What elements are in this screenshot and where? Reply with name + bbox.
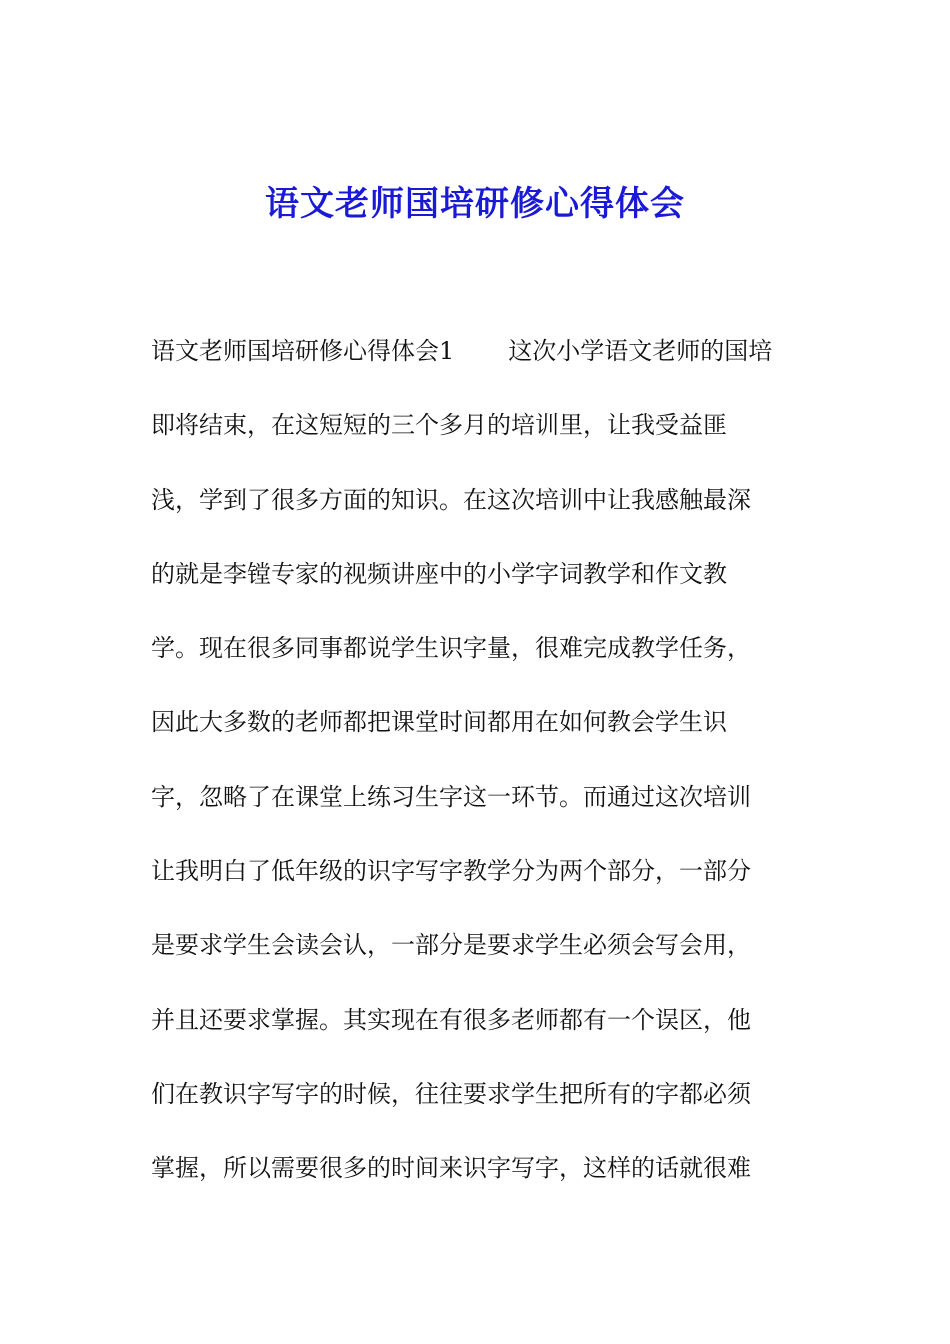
body-line-7: 字，忽略了在课堂上练习生字这一环节。而通过这次培训 bbox=[151, 782, 751, 811]
body-line-4: 的就是李镗专家的视频讲座中的小学字词教学和作文教 bbox=[151, 559, 727, 588]
body-line-8: 让我明白了低年级的识字写字教学分为两个部分，一部分 bbox=[151, 857, 751, 886]
inline-heading: 语文老师国培研修心得体会1 bbox=[151, 337, 455, 365]
body-line-3: 浅，学到了很多方面的知识。在这次培训中让我感触最深 bbox=[151, 485, 751, 514]
body-line-11: 们在教识字写字的时候，往往要求学生把所有的字都必须 bbox=[151, 1079, 751, 1108]
body-line-text: 这次小学语文老师的国培 bbox=[508, 337, 773, 365]
body-line-6: 因此大多数的老师都把课堂时间都用在如何教会学生识 bbox=[151, 708, 727, 737]
document-body bbox=[151, 326, 821, 1218]
document-title: 语文老师国培研修心得体会 bbox=[265, 184, 685, 224]
body-line-10: 并且还要求掌握。其实现在有很多老师都有一个误区，他 bbox=[151, 1005, 751, 1034]
body-line-5: 学。现在很多同事都说学生识字量，很难完成教学任务， bbox=[151, 634, 751, 663]
body-line-9: 是要求学生会读会认，一部分是要求学生必须会写会用， bbox=[151, 931, 751, 960]
body-line-12: 掌握，所以需要很多的时间来识字写字，这样的话就很难 bbox=[151, 1154, 751, 1183]
body-line-2: 即将结束，在这短短的三个多月的培训里，让我受益匪 bbox=[151, 411, 727, 440]
body-line-1 bbox=[151, 326, 821, 400]
